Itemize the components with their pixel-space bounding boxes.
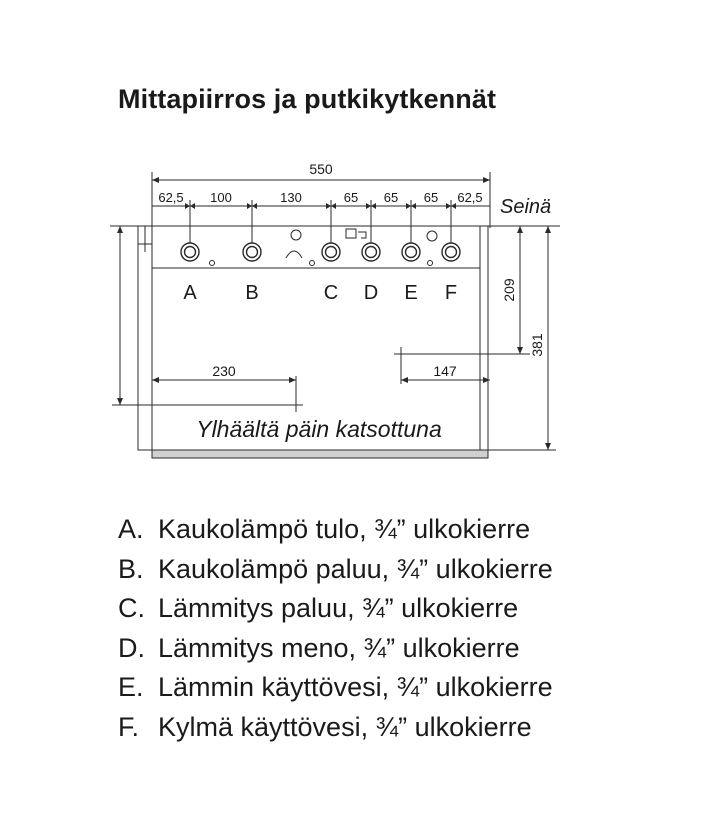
connection-a [181, 243, 199, 261]
connection-label: D [363, 282, 379, 304]
connection-d [362, 243, 380, 261]
legend-text: Kaukolämpö tulo, ¾” ulkokierre [158, 514, 531, 544]
segment-label: 65 [383, 190, 399, 205]
legend-item [118, 668, 553, 708]
segment-label: 65 [423, 190, 439, 205]
legend-item [118, 510, 553, 550]
legend-item [118, 629, 553, 669]
connection-b [243, 243, 261, 261]
legend-key: E. [118, 672, 144, 703]
segment-label: 130 [280, 190, 302, 205]
legend-item [118, 708, 553, 748]
wall-label: Seinä [500, 196, 552, 218]
connection-e [402, 243, 420, 261]
view-caption: Ylhäältä päin katsottuna [196, 416, 442, 442]
dim-230-label: 230 [212, 363, 236, 379]
segment-label: 62,5 [158, 190, 184, 205]
connection-f [442, 243, 460, 261]
legend-key: B. [118, 553, 144, 584]
connection-legend [118, 510, 553, 748]
legend-key: C. [118, 593, 145, 624]
dim-381-label: 381 [529, 333, 545, 357]
overall-width-label: 550 [309, 161, 333, 177]
connection-label: A [183, 282, 197, 304]
legend-item [118, 589, 553, 629]
segment-label: 65 [343, 190, 359, 205]
connection-label: C [323, 282, 339, 304]
legend-text: Lämmin käyttövesi, ¾” ulkokierre [158, 672, 553, 703]
connection-label: B [245, 282, 259, 304]
legend-text: Kylmä käyttövesi, ¾” ulkokierre [158, 711, 532, 742]
legend-key: D. [118, 632, 145, 663]
dim-209-label: 209 [501, 278, 517, 302]
connection-label: F [444, 282, 458, 304]
page-title: Mittapiirros ja putkikytkennät [118, 84, 497, 114]
legend-text: Lämmitys meno, ¾” ulkokierre [158, 632, 520, 663]
legend-text: Lämmitys paluu, ¾” ulkokierre [158, 593, 519, 624]
dim-147-label: 147 [433, 363, 457, 379]
legend-key: F. [118, 711, 140, 742]
segment-label: 100 [210, 190, 232, 205]
legend-key: A. [118, 514, 144, 544]
legend-text: Kaukolämpö paluu, ¾” ulkokierre [158, 553, 553, 584]
connection-label: E [404, 282, 418, 304]
connection-c [322, 243, 340, 261]
legend-item [118, 550, 553, 590]
segment-label: 62,5 [457, 190, 483, 205]
